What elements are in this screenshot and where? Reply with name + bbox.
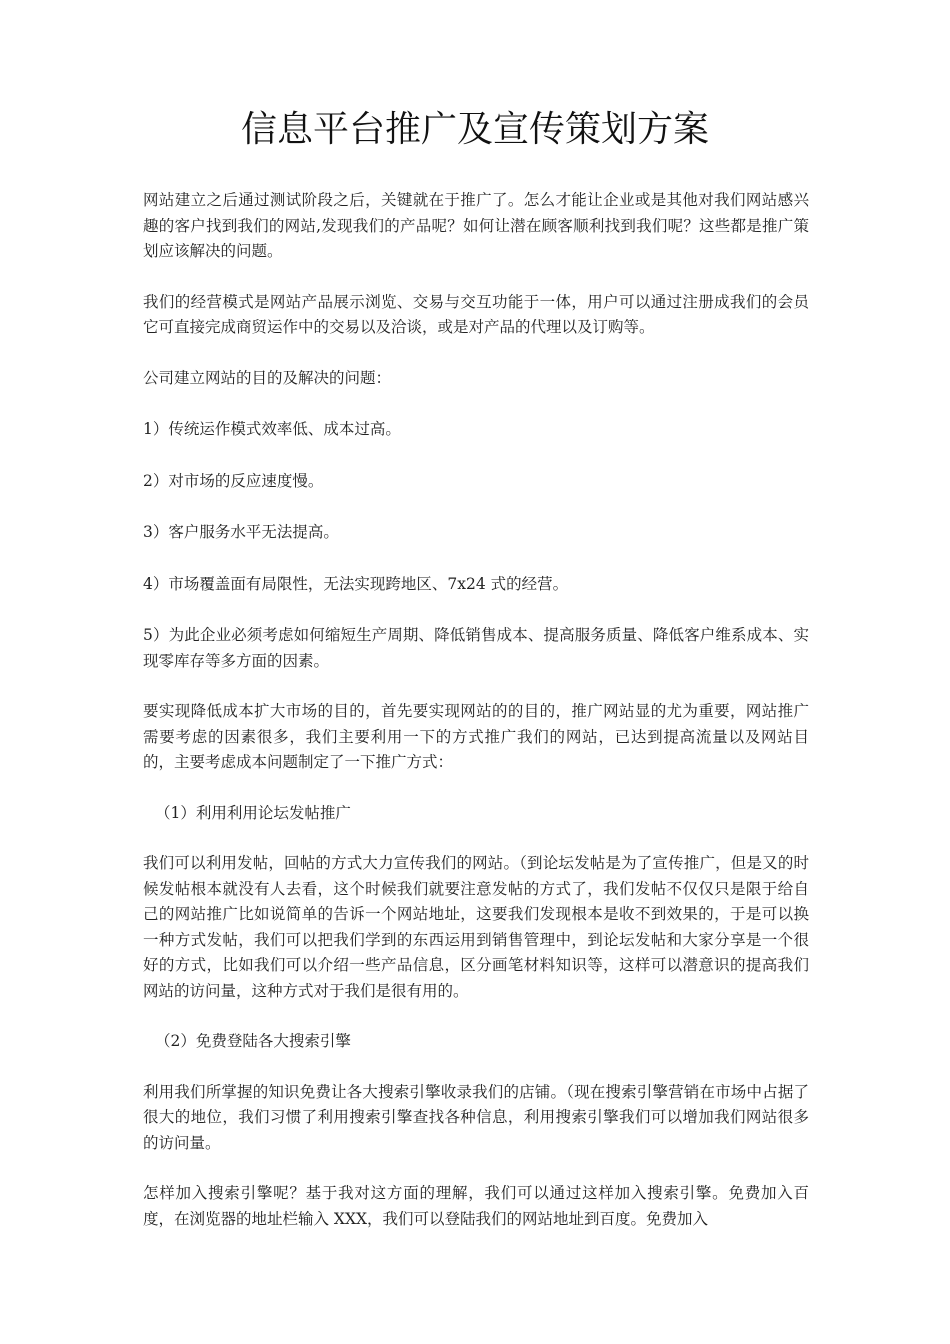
list-item: 4）市场覆盖面有局限性，无法实现跨地区、7x24 式的经营。 bbox=[143, 574, 569, 593]
paragraph-intro: 网站建立之后通过测试阶段之后，关键就在于推广了。怎么才能让企业或是其他对我们网站感兴趣的客户找到我们的网站,发现我们的产品呢？如何让潜在顾客顺利找到我们呢？这些都是推广策划应该解决的问题。 bbox=[143, 191, 809, 260]
document-body bbox=[143, 188, 809, 1257]
section-heading-search-engine: （2）免费登陆各大搜索引擎 bbox=[155, 1032, 351, 1050]
paragraph-business-model: 我们的经营模式是网站产品展示浏览、交易与交互功能于一体，用户可以通过注册成我们的会员它可直接完成商贸运作中的交易以及洽谈，或是对产品的代理以及订购等。 bbox=[143, 292, 809, 336]
list-item: 2）对市场的反应速度慢。 bbox=[143, 471, 324, 490]
paragraph-search-engine: 利用我们所掌握的知识免费让各大搜索引擎收录我们的店铺。（现在搜索引擎营销在市场中占据了很大的地位，我们习惯了利用搜索引擎查找各种信息，利用搜索引擎我们可以增加我们网站很多的访问量。 bbox=[143, 1082, 809, 1152]
list-item: 5）为此企业必须考虑如何缩短生产周期、降低销售成本、提高服务质量、降低客户维系成本、实现零库存等多方面的因素。 bbox=[143, 626, 809, 670]
paragraph-forum: 我们可以利用发帖，回帖的方式大力宣传我们的网站。（到论坛发帖是为了宣传推广，但是又的时候发帖根本就没有人去看，这个时候我们就要注意发帖的方式了，我们发帖不仅仅只是限于给自己的网站推广比如说简单的告诉一个网站地址，这要我们发现根本是收不到效果的，于是可以换一种方式发帖，我们可以把我们学到的东西运用到销售管理中，到论坛发帖和大家分享是一个很好的方式，比如我们可以介绍一些产品信息，区分画笔材料知识等，这样可以潜意识的提高我们网站的访问量，这种方式对于我们是很有用的。 bbox=[143, 854, 809, 1000]
document-title: 信息平台推广及宣传策划方案 bbox=[240, 109, 709, 150]
paragraph-purpose-heading: 公司建立网站的目的及解决的问题： bbox=[143, 368, 392, 387]
list-item: 1）传统运作模式效率低、成本过高。 bbox=[143, 420, 401, 438]
list-item: 3）客户服务水平无法提高。 bbox=[143, 523, 339, 541]
paragraph-search-engine-howto: 怎样加入搜索引擎呢？基于我对这方面的理解，我们可以通过这样加入搜索引擎。免费加入百度，在浏览器的地址栏输入 XXX，我们可以登陆我们的网站地址到百度。免费加入 bbox=[143, 1184, 809, 1228]
section-heading-forum: （1）利用利用论坛发帖推广 bbox=[155, 803, 351, 822]
paragraph-strategy: 要实现降低成本扩大市场的目的，首先要实现网站的的目的，推广网站显的尤为重要，网站推广需要考虑的因素很多，我们主要利用一下的方式推广我们的网站，已达到提高流量以及网站目的，主要考虑成本问题制定了一下推广方式： bbox=[143, 702, 809, 771]
